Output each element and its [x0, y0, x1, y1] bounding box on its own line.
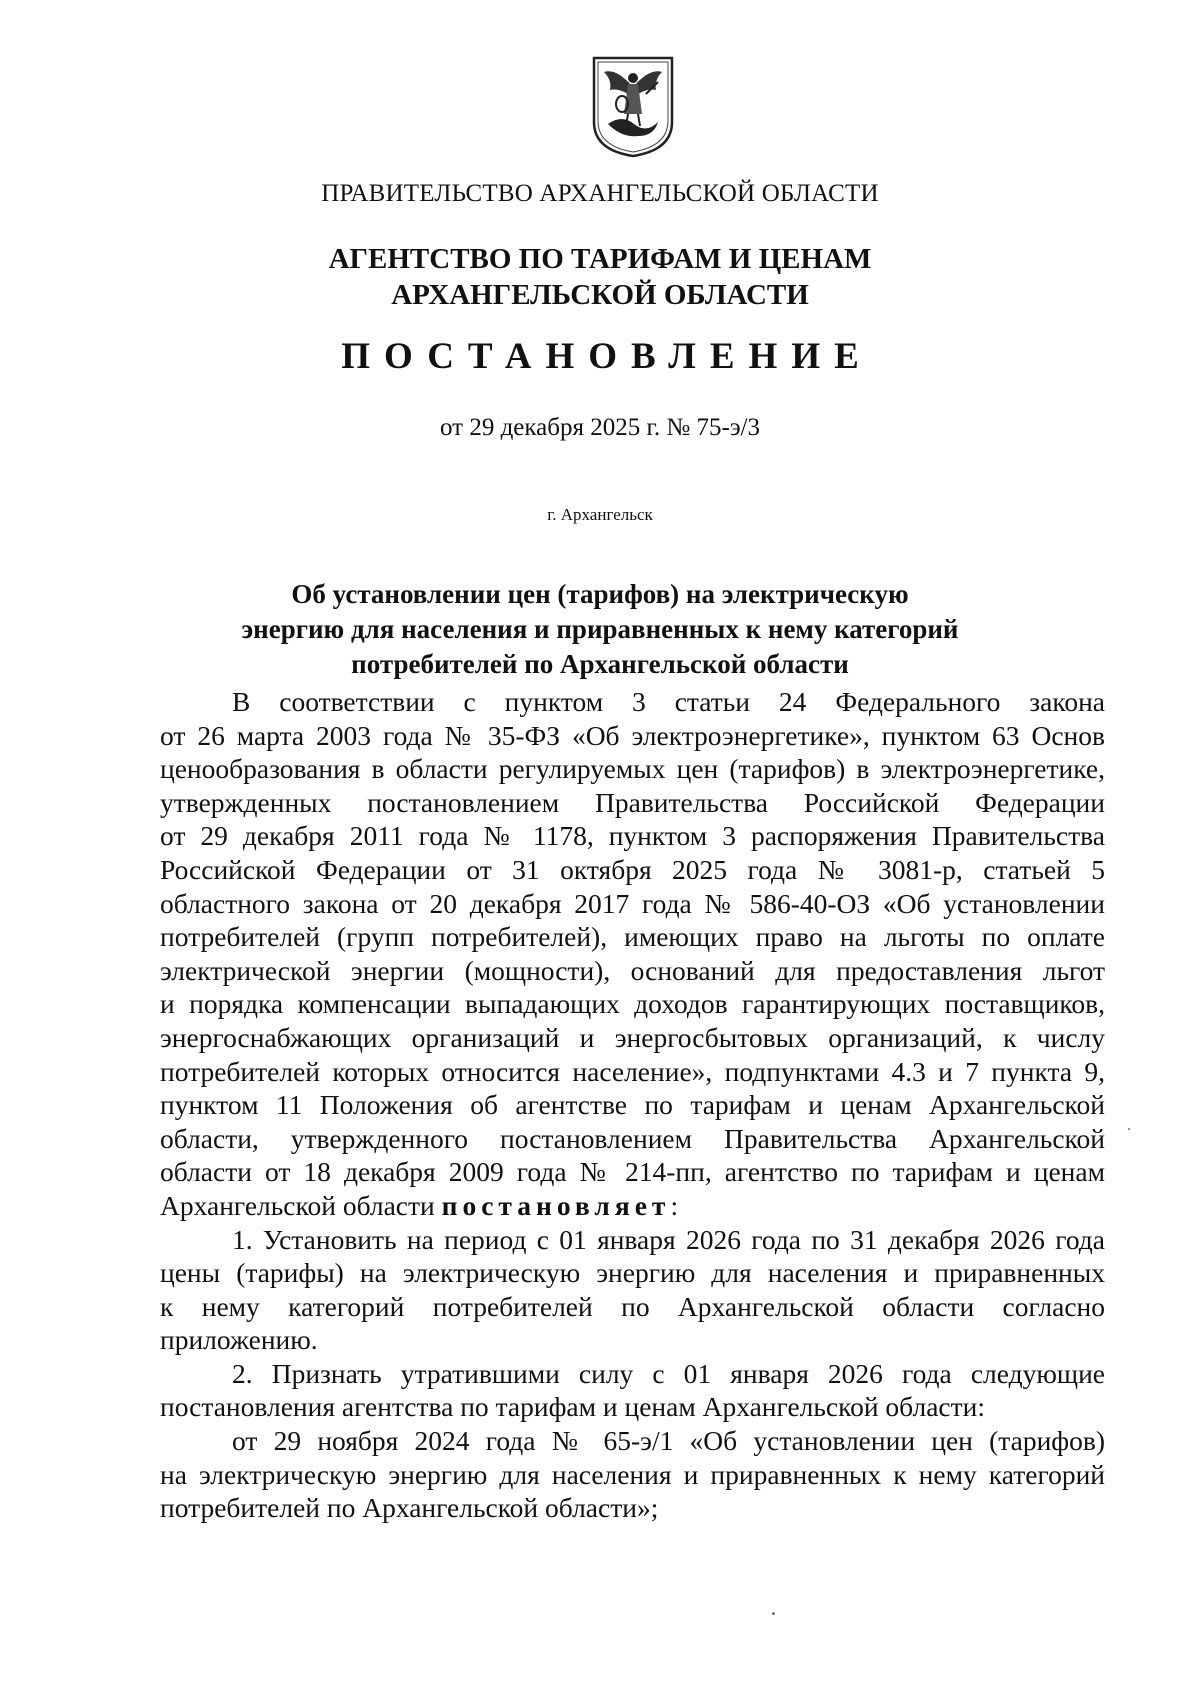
item-2-sub-line: от 29 ноября 2024 года № 65-э/1 «Об установлении цен (тарифов) [232, 1425, 1105, 1457]
date-and-number: от 29 декабря 2025 г. № 75-э/3 [439, 414, 761, 441]
item-2-line: постановления агентства по тарифам и ценам Архангельской области: [160, 1391, 985, 1423]
body-line: Российской Федерации от 31 октября 2025 года № 3081-р, статьей 5 [160, 853, 1105, 885]
coat-of-arms-emblem [588, 52, 678, 160]
body-line: от 26 марта 2003 года № 35-ФЗ «Об электроэнергетике», пунктом 63 Основ [160, 719, 1105, 751]
item-2-line: 2. Признать утратившими силу с 01 января 2026 года следующие [232, 1357, 1105, 1389]
body-line: областного закона от 20 декабря 2017 года № 586-40-ОЗ «Об установлении [160, 887, 1105, 919]
agency-line-1: АГЕНТСТВО ПО ТАРИФАМ И ЦЕНАМ [328, 243, 872, 275]
item-1-line: к нему категорий потребителей по Архангельской области согласно [160, 1290, 1105, 1322]
agency-line-2: АРХАНГЕЛЬСКОЙ ОБЛАСТИ [391, 279, 809, 311]
body-text [160, 685, 1105, 1525]
item-1-line: цены (тарифы) на электрическую энергию для населения и приравненных [160, 1257, 1105, 1289]
subject-line-1: Об установлении цен (тарифов) на электрическую [291, 579, 909, 609]
scan-speck [1128, 1128, 1130, 1130]
resolves-word: постановляет [441, 1189, 671, 1221]
government-heading: ПРАВИТЕЛЬСТВО АРХАНГЕЛЬСКОЙ ОБЛАСТИ [321, 180, 879, 207]
resolves-colon: : [670, 1189, 679, 1221]
item-1-line: 1. Установить на период с 01 января 2026 года по 31 декабря 2026 года [232, 1223, 1105, 1255]
resolution-prefix: Архангельской области [160, 1189, 442, 1221]
body-line: потребителей которых относится население», подпунктами 4.3 и 7 пункта 9, [160, 1055, 1105, 1087]
item-2-sub-line: на электрическую энергию для населения и приравненных к нему категорий [160, 1458, 1105, 1490]
subject-line-2: энергию для населения и приравненных к нему категорий [241, 614, 959, 644]
document-type-title: ПОСТАНОВЛЕНИЕ [341, 336, 873, 377]
body-line: и порядка компенсации выпадающих доходов гарантирующих поставщиков, [160, 988, 1105, 1020]
city: г. Архангельск [547, 505, 653, 524]
body-line: пунктом 11 Положения об агентстве по тарифам и ценам Архангельской [160, 1089, 1105, 1121]
body-line: энергоснабжающих организаций и энергосбытовых организаций, к числу [160, 1021, 1105, 1053]
body-line: области, утвержденного постановлением Правительства Архангельской [160, 1122, 1105, 1154]
subject-line-3: потребителей по Архангельской области [351, 649, 849, 679]
body-line: области от 18 декабря 2009 года № 214-пп, агентство по тарифам и ценам [160, 1156, 1105, 1188]
body-line: потребителей (групп потребителей), имеющих право на льготы по оплате [160, 921, 1105, 953]
item-1-line: приложению. [160, 1324, 318, 1356]
agency-heading [0, 241, 1200, 313]
item-2-sub-line: потребителей по Архангельской области»; [160, 1492, 659, 1524]
scan-speck [772, 1612, 775, 1615]
body-line: утвержденных постановлением Правительства Российской Федерации [160, 786, 1105, 818]
resolution-line [160, 1189, 1105, 1223]
body-line: электрической энергии (мощности), оснований для предоставления льгот [160, 954, 1105, 986]
body-line: ценообразования в области регулируемых цен (тарифов) в электроэнергетике, [160, 753, 1105, 785]
subject-title [0, 577, 1200, 682]
body-line: от 29 декабря 2011 года № 1178, пунктом 3 распоряжения Правительства [160, 820, 1105, 852]
body-line: В соответствии с пунктом 3 статьи 24 Федерального закона [232, 686, 1105, 717]
